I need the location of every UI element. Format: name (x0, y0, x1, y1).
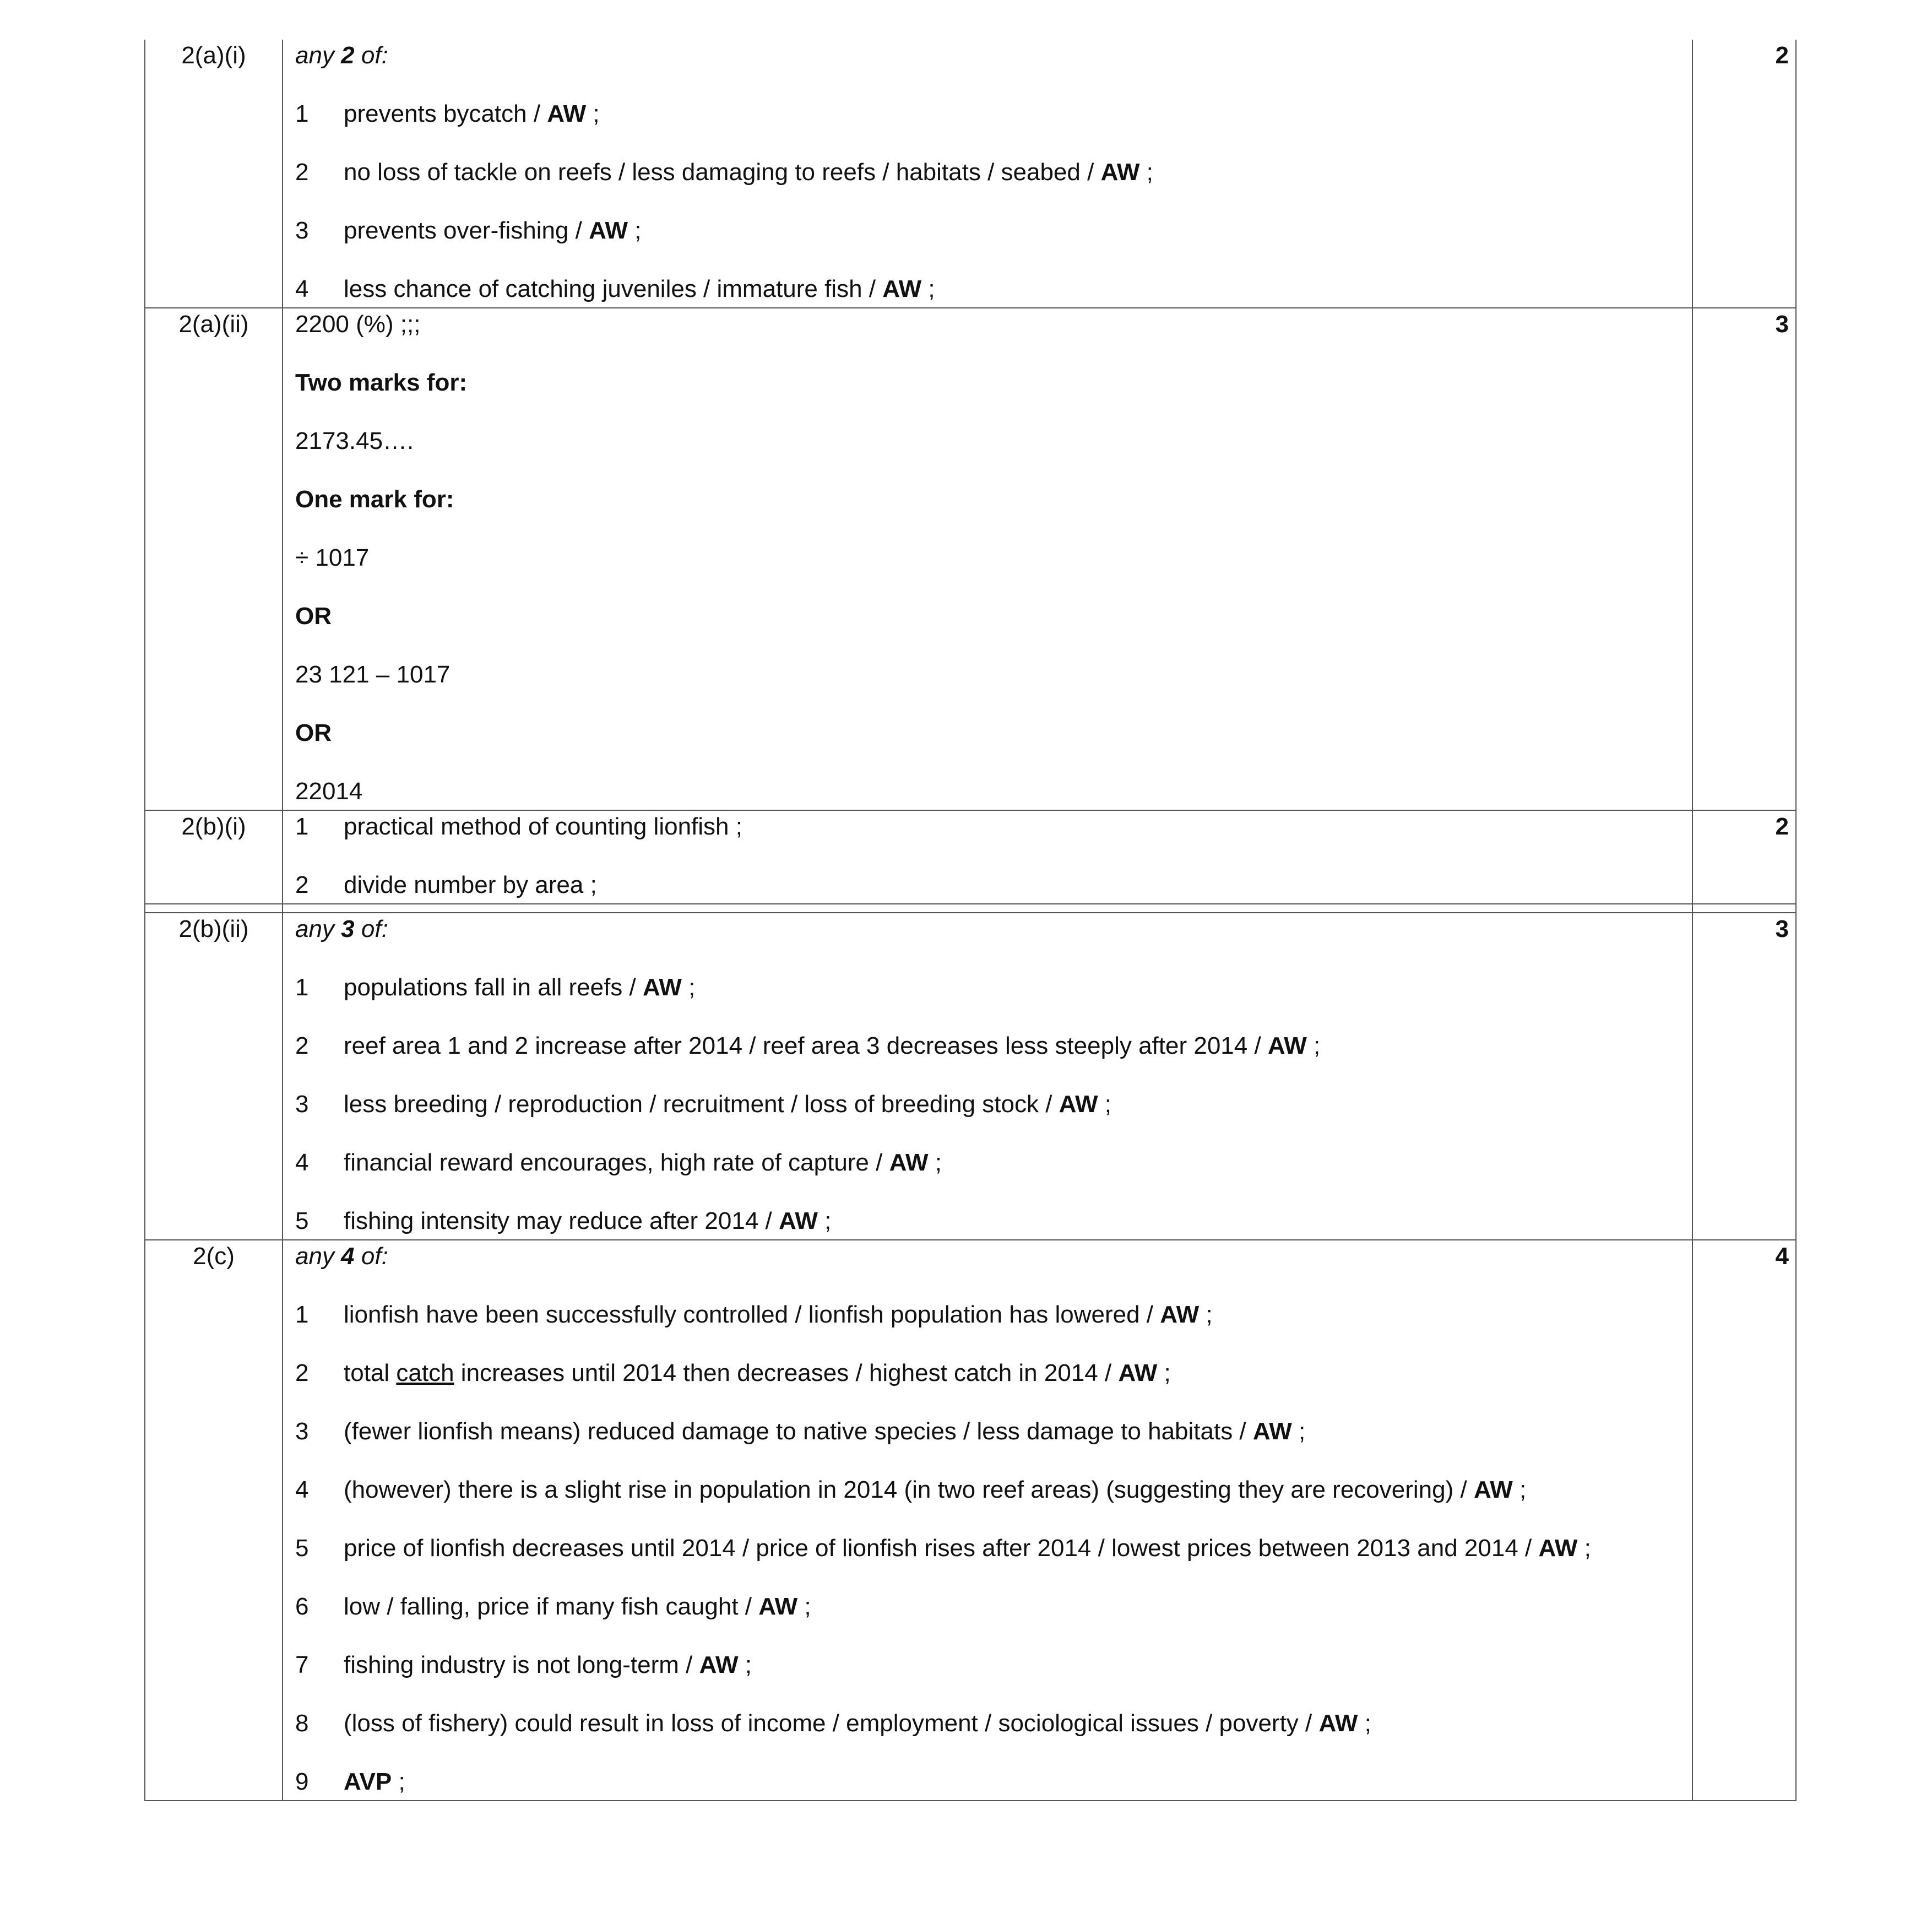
answer-cell (283, 810, 1692, 904)
list-item: 1 lionfish have been successfully controlled / lionfish population has lowered / AW ; (295, 1301, 1213, 1328)
answer-line: Two marks for: (295, 369, 468, 396)
answer-intro: any 3 of: (295, 915, 388, 942)
answer-line: 2173.45…. (295, 427, 414, 454)
table-row (145, 810, 1796, 904)
list-item: 7 fishing industry is not long-term / AW ; (295, 1651, 752, 1678)
answer-line: 22014 (295, 778, 363, 805)
table-row (145, 308, 1796, 810)
page-break-divider (145, 904, 1796, 913)
marks-value: 3 (1692, 913, 1796, 1240)
answer-cell (283, 913, 1692, 1240)
answer-line: ÷ 1017 (295, 544, 370, 571)
divider-cell (145, 904, 283, 913)
answer-line: OR (295, 719, 332, 746)
question-number: 2(b)(i) (145, 810, 283, 904)
list-item: 4 (however) there is a slight rise in population in 2014 (in two reef areas) (suggesting they are recovering) / AW ; (295, 1476, 1527, 1503)
list-item: 1 populations fall in all reefs / AW ; (295, 974, 696, 1001)
list-item: 1 prevents bycatch / AW ; (295, 100, 600, 127)
list-item: 5 fishing intensity may reduce after 2014 / AW ; (295, 1207, 832, 1234)
list-item: 3 less breeding / reproduction / recruitment / loss of breeding stock / AW ; (295, 1091, 1111, 1118)
table-row (145, 913, 1796, 1240)
marks-value: 3 (1692, 308, 1796, 810)
list-item: 4 less chance of catching juveniles / immature fish / AW ; (295, 275, 935, 302)
divider-cell (1692, 904, 1796, 913)
list-item: 6 low / falling, price if many fish caught / AW ; (295, 1593, 811, 1620)
answer-intro: any 2 of: (295, 42, 388, 69)
question-number: 2(b)(ii) (145, 913, 283, 1240)
list-item: 2 total catch increases until 2014 then decreases / highest catch in 2014 / AW ; (295, 1359, 1171, 1386)
answer-cell (283, 308, 1692, 810)
answer-cell (283, 1240, 1692, 1801)
list-item: 4 financial reward encourages, high rate of capture / AW ; (295, 1149, 942, 1176)
table-row (145, 1240, 1796, 1801)
list-item: 5 price of lionfish decreases until 2014 / price of lionfish rises after 2014 / lowest prices between 2013 and 2014 / AW ; (295, 1535, 1591, 1562)
answer-line: 23 121 – 1017 (295, 661, 451, 688)
answer-cell (283, 40, 1692, 308)
list-item: 8 (loss of fishery) could result in loss of income / employment / sociological issues / poverty / AW ; (295, 1710, 1371, 1737)
mark-scheme-table (144, 40, 1797, 1801)
list-item: 1 practical method of counting lionfish ; (295, 813, 742, 840)
list-item: 3 (fewer lionfish means) reduced damage to native species / less damage to habitats / AW ; (295, 1418, 1306, 1445)
divider-cell (283, 904, 1692, 913)
marks-value: 2 (1692, 810, 1796, 904)
question-number: 2(c) (145, 1240, 283, 1801)
marks-value: 4 (1692, 1240, 1796, 1801)
list-item: 9 AVP ; (295, 1768, 405, 1795)
answer-line: OR (295, 603, 332, 630)
list-item: 2 no loss of tackle on reefs / less damaging to reefs / habitats / seabed / AW ; (295, 159, 1153, 186)
list-item: 2 divide number by area ; (295, 871, 597, 898)
question-number: 2(a)(i) (145, 40, 283, 308)
answer-line: One mark for: (295, 486, 454, 513)
marks-value: 2 (1692, 40, 1796, 308)
answer-line: 2200 (%) ;;; (295, 311, 421, 338)
list-item: 2 reef area 1 and 2 increase after 2014 / reef area 3 decreases less steeply after 2014 / AW ; (295, 1032, 1321, 1059)
answer-intro: any 4 of: (295, 1243, 388, 1270)
list-item: 3 prevents over-fishing / AW ; (295, 217, 642, 244)
table-row (145, 40, 1796, 308)
question-number: 2(a)(ii) (145, 308, 283, 810)
